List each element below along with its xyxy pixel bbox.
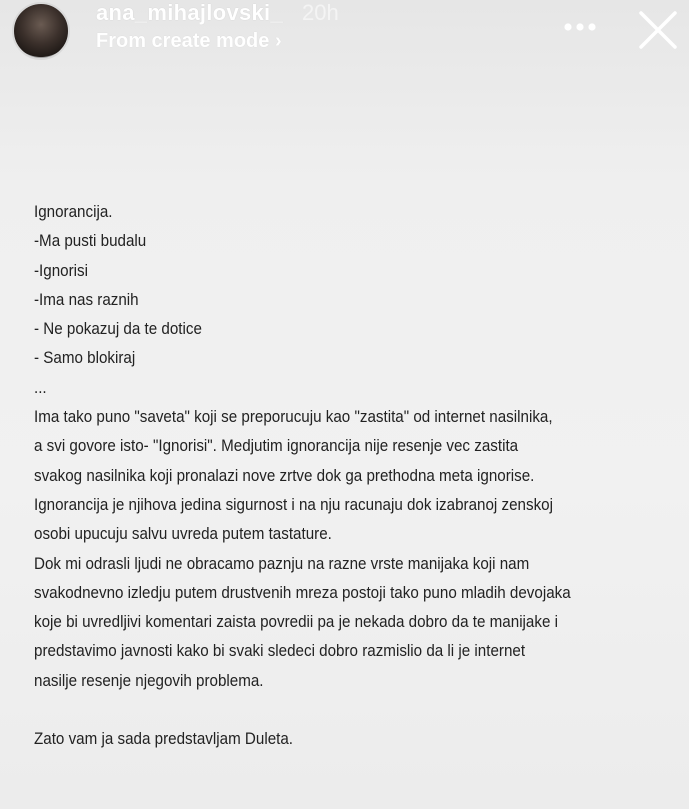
text-line: -Ignorisi [34,261,88,280]
text-line: Dok mi odrasli ljudi ne obracamo paznju na razne vrste manijaka koji nam [34,554,530,573]
text-line: Zato vam ja sada predstavljam Duleta. [34,730,294,749]
more-dots-icon [562,22,598,32]
username[interactable]: ana_mihajlovski_ [96,0,284,25]
text-line: a svi govore isto- "Ignorisi". Medjutim ignorancija nije resenje vec zastita [34,437,519,456]
text-line: svakodnevno izledju putem drustvenih mreza postoji tako puno mladih devojaka [34,583,571,602]
text-line: -Ima nas raznih [34,290,139,309]
text-line: osobi upucuju salvu uvreda putem tastature. [34,525,332,544]
text-line: - Samo blokiraj [34,349,136,368]
text-line: koje bi uvredljivi komentari zaista povredii pa je nekada dobro da te manijake i [34,613,559,632]
avatar[interactable] [12,2,70,60]
text-line [34,696,623,725]
text-line: Ima tako puno "saveta" koji se preporucuju kao "zastita" od internet nasilnika, [34,408,553,427]
text-line: svakog nasilnika koji pronalazi nove zrtve dok ga prethodna meta ignorise. [34,466,535,485]
text-line: Ignorancija je njihova jedina sigurnost i na nju racunaju dok izabranoj zenskoj [34,495,553,514]
text-line: - Ne pokazuj da te dotice [34,320,202,339]
text-line: -Ma pusti budalu [34,232,147,251]
text-line: predstavimo javnosti kako bi svaki sledeci dobro razmislio da li je internet [34,642,526,661]
post-time: 20h [302,0,339,25]
text-line: Ignorancija. [34,203,113,221]
more-options-button[interactable] [560,10,600,44]
text-line: ... [34,378,47,397]
story-header [0,0,689,70]
close-button[interactable] [636,10,680,50]
story-text [34,198,623,755]
text-line: nasilje resenje njegovih problema. [34,671,264,690]
create-mode-link[interactable]: From create mode › [96,30,282,52]
close-icon [636,10,680,50]
